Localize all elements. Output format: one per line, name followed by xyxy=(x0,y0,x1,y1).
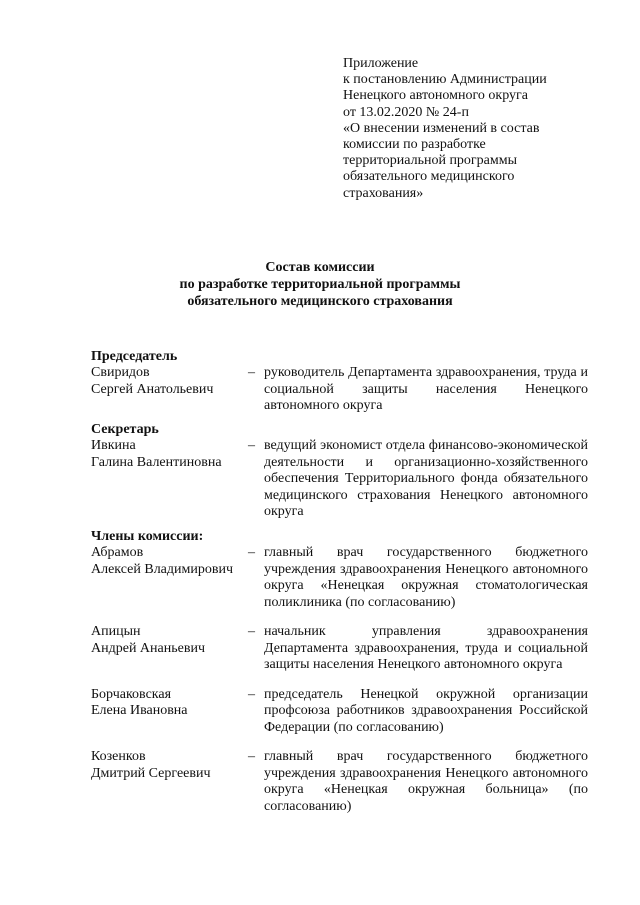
appendix-line: обязательного медицинского xyxy=(343,169,515,185)
section-heading: Члены комиссии: xyxy=(91,529,204,544)
member-position: начальник управления здравоохранения Департамента здравоохранения, труда и социальной защиты населения Ненецкого автономного округа xyxy=(264,624,588,672)
member-row xyxy=(91,687,591,737)
member-given-name: Елена Ивановна xyxy=(91,703,188,718)
appendix-line: от 13.02.2020 № 24-п xyxy=(343,104,469,120)
member-row xyxy=(91,365,591,415)
member-row xyxy=(91,545,591,611)
dash-separator: – xyxy=(248,624,255,639)
member-surname: Ивкина xyxy=(91,438,136,453)
title-line: по разработке территориальной программы xyxy=(179,277,461,292)
appendix-line: комиссии по разработке xyxy=(343,137,486,153)
document-title xyxy=(0,259,640,310)
member-surname: Апицын xyxy=(91,624,141,639)
section-members xyxy=(91,528,591,815)
member-name xyxy=(91,365,246,398)
member-given-name: Алексей Владимирович xyxy=(91,561,234,577)
member-position: главный врач государственного бюджетного учреждения здравоохранения Ненецкого автономного округа «Ненецкая окружная больница» (по согласованию) xyxy=(264,749,588,814)
member-name xyxy=(91,687,246,720)
dash-separator: – xyxy=(248,749,255,764)
appendix-line: страхования» xyxy=(343,185,424,201)
title-line: Состав комиссии xyxy=(265,260,375,275)
member-row xyxy=(91,749,591,815)
member-position: председатель Ненецкой окружной организации профсоюза работников здравоохранения Российской Федерации (по согласованию) xyxy=(264,686,588,735)
appendix-line: территориальной программы xyxy=(343,153,518,169)
member-name xyxy=(91,624,246,657)
member-given-name: Дмитрий Сергеевич xyxy=(91,765,211,781)
member-given-name: Андрей Ананьевич xyxy=(91,640,205,656)
member-name xyxy=(91,749,246,782)
section-heading: Председатель xyxy=(91,349,178,364)
member-row xyxy=(91,624,591,674)
member-name xyxy=(91,545,246,578)
member-given-name: Сергей Анатольевич xyxy=(91,381,214,397)
title-line: обязательного медицинского страхования xyxy=(187,294,453,309)
section-heading: Секретарь xyxy=(91,422,159,437)
section-chairman xyxy=(91,348,591,415)
dash-separator: – xyxy=(248,686,255,702)
member-position: главный врач государственного бюджетного учреждения здравоохранения Ненецкого автономного округа «Ненецкая окружная стоматологическая поликлиника (по согласованию) xyxy=(264,545,588,610)
appendix-line: Приложение xyxy=(343,56,419,71)
section-secretary xyxy=(91,421,591,521)
appendix-line: «О внесении изменений в состав xyxy=(343,120,540,136)
member-surname: Борчаковская xyxy=(91,686,172,702)
member-surname: Козенков xyxy=(91,749,146,764)
member-name xyxy=(91,438,246,471)
member-given-name: Галина Валентиновна xyxy=(91,454,222,470)
member-surname: Абрамов xyxy=(91,545,144,560)
member-row xyxy=(91,438,591,521)
dash-separator: – xyxy=(248,438,255,453)
appendix-line: Ненецкого автономного округа xyxy=(343,88,528,104)
appendix-line: к постановлению Администрации xyxy=(343,72,547,88)
dash-separator: – xyxy=(248,545,255,560)
member-surname: Свиридов xyxy=(91,365,150,380)
dash-separator: – xyxy=(248,365,255,380)
member-position: руководитель Департамента здравоохранения, труда и социальной защиты населения Ненецкого автономного округа xyxy=(264,365,588,413)
appendix-reference xyxy=(343,56,603,202)
member-position: ведущий экономист отдела финансово-экономической деятельности и организационно-хозяйственного обеспечения Территориального фонда обязательного медицинского страхования Ненецкого автономного округа xyxy=(264,438,588,519)
